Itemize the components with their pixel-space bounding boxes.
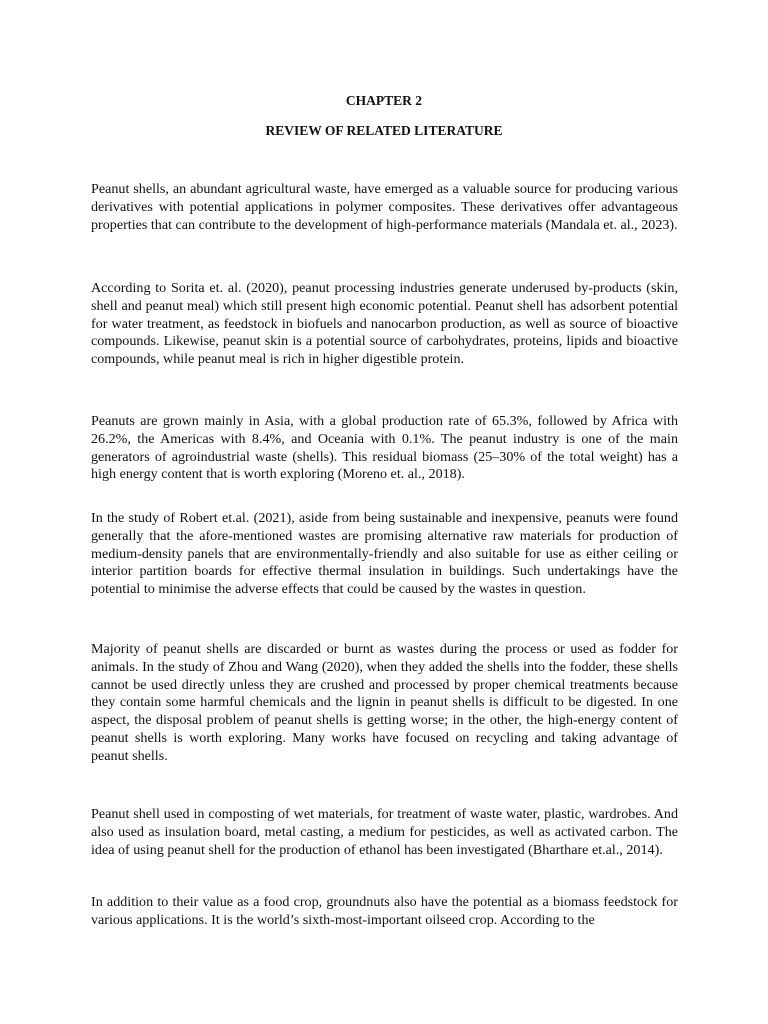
- paragraph: According to Sorita et. al. (2020), peanut processing industries generate underused by-products (skin, shell and peanut meal) which still present high economic potential. Peanut shell has adsorbent potential for water treatment, as feedstock in biofuels and nanocarbon production, as well as source of bioactive compounds. Likewise, peanut skin is a potential source of carbohydrates, proteins, lipids and bioactive compounds, while peanut meal is rich in higher digestible protein.: [91, 280, 678, 368]
- paragraph: Peanut shells, an abundant agricultural waste, have emerged as a valuable source for producing various derivatives with potential applications in polymer composites. These derivatives offer advantageous properties that can contribute to the development of high-performance materials (Mandala et. al., 2023).: [91, 181, 678, 233]
- chapter-title: REVIEW OF RELATED LITERATURE: [265, 123, 503, 138]
- paragraph: In addition to their value as a food crop, groundnuts also have the potential as a biomass feedstock for various applications. It is the world’s sixth-most-important oilseed crop. According to the: [91, 894, 678, 928]
- paragraph: Majority of peanut shells are discarded or burnt as wastes during the process or used as fodder for animals. In the study of Zhou and Wang (2020), when they added the shells into the fodder, these shells cannot be used directly unless they are crushed and processed by proper chemical treatments because they contain some harmful chemicals and the lignin in peanut shells is difficult to be digested. In one aspect, the disposal problem of peanut shells is getting worse; in the other, the high-energy content of peanut shells is worth exploring. Many works have focused on recycling and taking advantage of peanut shells.: [91, 641, 678, 764]
- paragraph: Peanut shell used in composting of wet materials, for treatment of waste water, plastic, wardrobes. And also used as insulation board, metal casting, a medium for pesticides, as well as activated carbon. The idea of using peanut shell for the production of ethanol has been investigated (Bharthare et.al., 2014).: [91, 806, 678, 858]
- paragraph: In the study of Robert et.al. (2021), aside from being sustainable and inexpensive, peanuts were found generally that the afore-mentioned wastes are promising alternative raw materials for production of medium-density panels that are environmentally-friendly and also suitable for use as either ceiling or interior partition boards for effective thermal insulation in buildings. Such undertakings have the potential to minimise the adverse effects that could be caused by the wastes in question.: [91, 510, 678, 598]
- paragraph: Peanuts are grown mainly in Asia, with a global production rate of 65.3%, followed by Africa with 26.2%, the Americas with 8.4%, and Oceania with 0.1%. The peanut industry is one of the main generators of agroindustrial waste (shells). This residual biomass (25–30% of the total weight) has a high energy content that is worth exploring (Moreno et. al., 2018).: [91, 413, 678, 483]
- chapter-heading: CHAPTER 2: [345, 93, 423, 108]
